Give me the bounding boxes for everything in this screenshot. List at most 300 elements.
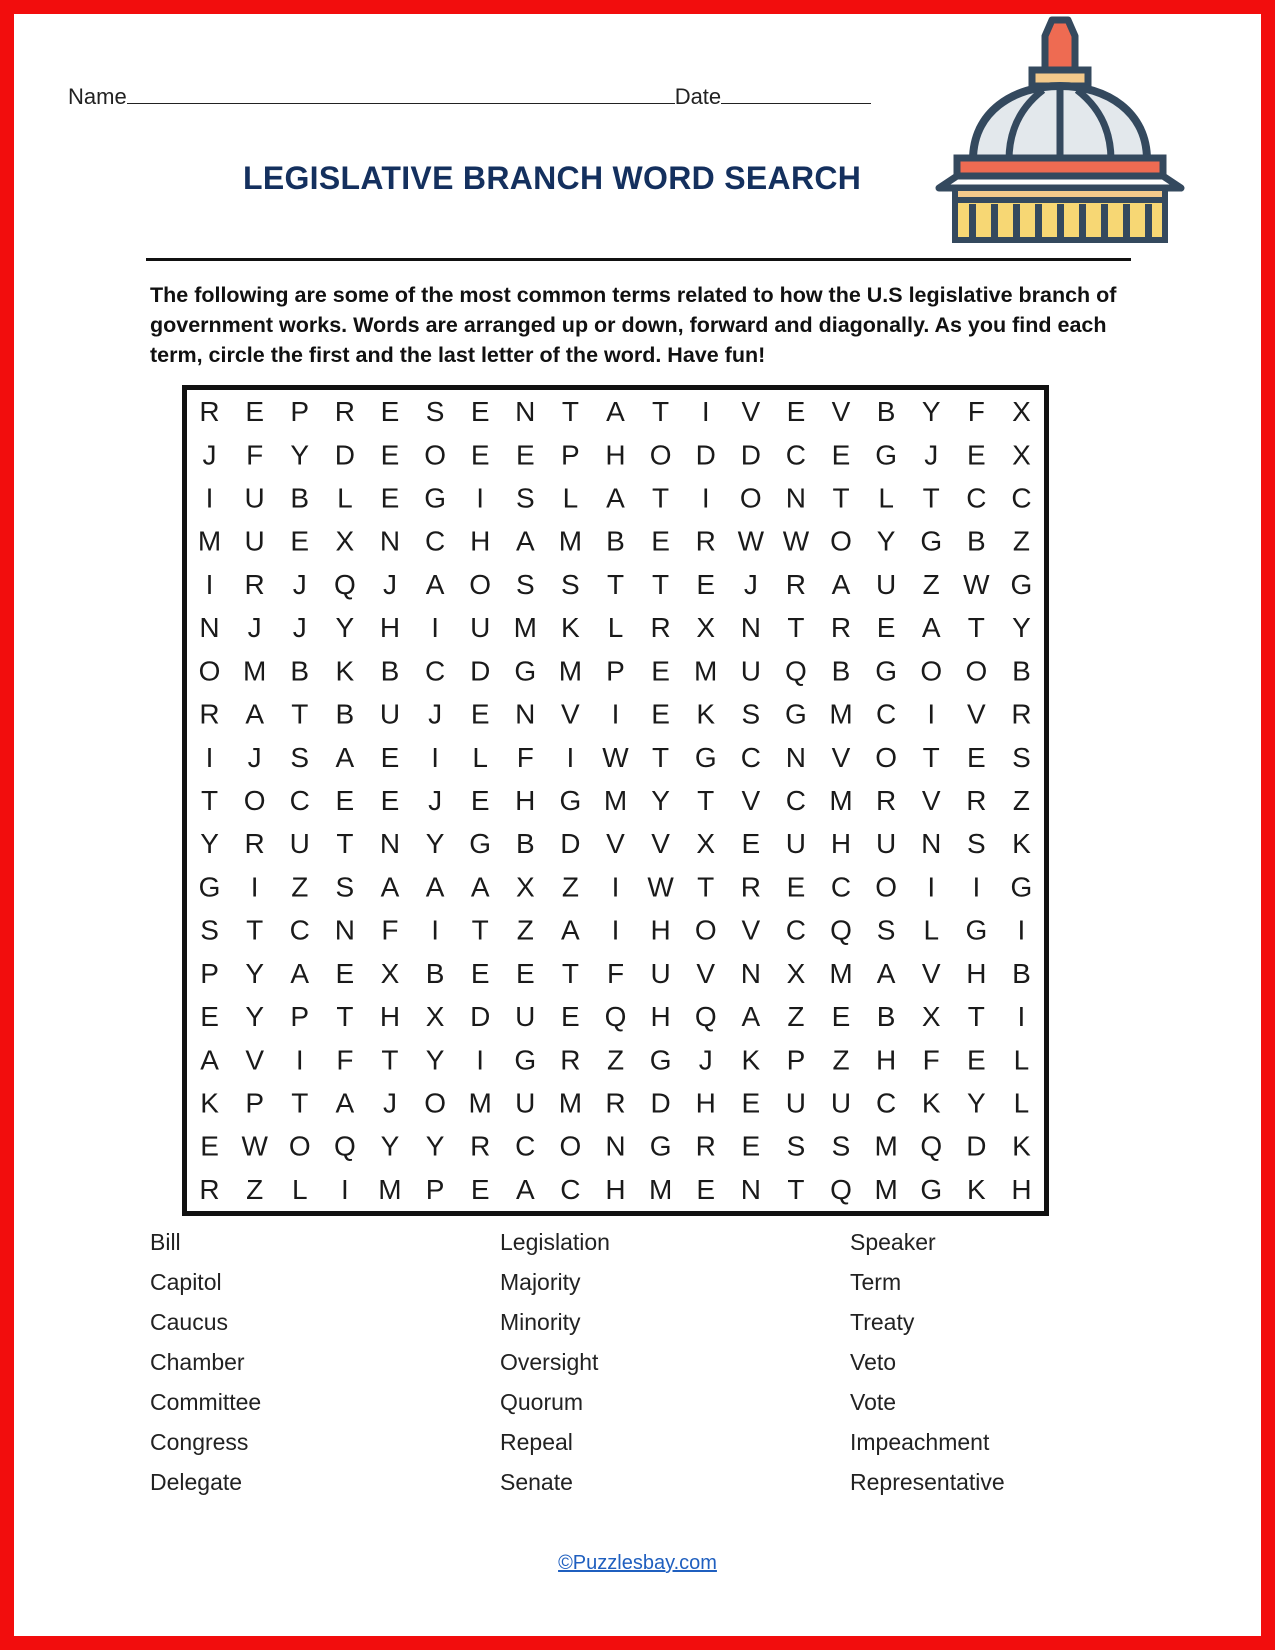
grid-letter[interactable]: F xyxy=(336,1044,354,1076)
grid-letter[interactable]: N xyxy=(740,612,761,644)
grid-letter[interactable]: R xyxy=(470,1130,491,1162)
grid-letter[interactable]: E xyxy=(741,1130,761,1162)
grid-letter[interactable]: T xyxy=(561,957,579,989)
grid-letter[interactable]: H xyxy=(470,525,491,557)
grid-letter[interactable]: I xyxy=(250,871,259,903)
grid-letter[interactable]: S xyxy=(741,698,761,730)
grid-letter[interactable]: N xyxy=(515,396,536,428)
grid-letter[interactable]: I xyxy=(205,741,214,773)
grid-letter[interactable]: O xyxy=(875,741,898,773)
grid-letter[interactable]: Z xyxy=(1012,785,1031,816)
grid-letter[interactable]: Y xyxy=(335,612,355,644)
grid-letter[interactable]: C xyxy=(424,655,446,687)
grid-letter[interactable]: Q xyxy=(920,1130,943,1162)
grid-letter[interactable]: G xyxy=(514,655,537,687)
grid-letter[interactable]: E xyxy=(470,698,490,730)
grid-letter[interactable]: E xyxy=(561,1001,580,1033)
grid-letter[interactable]: Y xyxy=(245,1001,265,1033)
grid-letter[interactable]: C xyxy=(785,439,807,471)
grid-letter[interactable]: J xyxy=(292,568,307,600)
grid-letter[interactable]: T xyxy=(291,698,309,730)
grid-letter[interactable]: Q xyxy=(333,1130,356,1162)
grid-letter[interactable]: E xyxy=(651,698,670,730)
grid-letter[interactable]: P xyxy=(425,1173,445,1205)
grid-letter[interactable]: J xyxy=(247,612,262,644)
grid-letter[interactable]: I xyxy=(205,568,214,600)
grid-letter[interactable]: U xyxy=(740,655,761,687)
grid-letter[interactable]: B xyxy=(876,1001,896,1033)
grid-letter[interactable]: H xyxy=(876,1044,897,1076)
grid-letter[interactable]: H xyxy=(830,828,852,860)
grid-letter[interactable]: E xyxy=(651,655,670,687)
grid-letter[interactable]: A xyxy=(831,568,851,600)
grid-letter[interactable]: S xyxy=(425,396,445,428)
grid-letter[interactable]: B xyxy=(380,655,400,687)
grid-letter[interactable]: M xyxy=(874,1130,898,1162)
grid-letter[interactable]: Y xyxy=(380,1130,400,1162)
grid-letter[interactable]: E xyxy=(200,1001,219,1033)
grid-letter[interactable]: U xyxy=(379,698,401,730)
grid-letter[interactable]: X xyxy=(696,612,716,644)
grid-letter[interactable]: A xyxy=(561,914,580,946)
grid-letter[interactable]: K xyxy=(966,1173,986,1205)
grid-letter[interactable]: A xyxy=(606,396,625,428)
grid-letter[interactable]: N xyxy=(605,1130,626,1162)
grid-letter[interactable]: E xyxy=(696,568,716,600)
grid-letter[interactable]: Q xyxy=(785,655,807,687)
name-field[interactable] xyxy=(127,85,675,104)
grid-letter[interactable]: U xyxy=(876,828,897,860)
grid-letter[interactable]: S xyxy=(1012,741,1031,773)
grid-letter[interactable]: X xyxy=(786,957,806,989)
grid-letter[interactable]: R xyxy=(740,871,761,903)
grid-letter[interactable]: X xyxy=(515,871,535,903)
grid-letter[interactable]: C xyxy=(966,482,987,514)
grid-letter[interactable]: M xyxy=(603,785,628,816)
grid-letter[interactable]: L xyxy=(562,482,579,514)
grid-letter[interactable]: B xyxy=(290,655,310,687)
grid-letter[interactable]: A xyxy=(515,1173,535,1205)
grid-letter[interactable]: K xyxy=(561,612,580,644)
grid-letter[interactable]: G xyxy=(785,698,807,730)
grid-letter[interactable]: E xyxy=(470,439,490,471)
grid-letter[interactable]: O xyxy=(469,568,492,600)
grid-letter[interactable]: F xyxy=(967,396,985,428)
grid-letter[interactable]: E xyxy=(831,1001,851,1033)
grid-letter[interactable]: T xyxy=(697,785,715,816)
grid-letter[interactable]: J xyxy=(924,439,939,471)
grid-letter[interactable]: V xyxy=(831,741,851,773)
grid-letter[interactable]: S xyxy=(831,1130,851,1162)
grid-letter[interactable]: E xyxy=(741,828,761,860)
grid-letter[interactable]: G xyxy=(649,1130,672,1162)
grid-letter[interactable]: E xyxy=(200,1130,219,1162)
grid-letter[interactable]: G xyxy=(875,439,898,471)
grid-letter[interactable]: Z xyxy=(246,1173,264,1205)
grid-letter[interactable]: U xyxy=(470,612,491,644)
grid-letter[interactable]: I xyxy=(340,1173,349,1205)
grid-letter[interactable]: N xyxy=(740,1173,761,1205)
grid-letter[interactable]: A xyxy=(606,482,625,514)
grid-letter[interactable]: O xyxy=(198,655,221,687)
grid-letter[interactable]: E xyxy=(470,396,490,428)
grid-letter[interactable]: G xyxy=(965,914,988,946)
grid-letter[interactable]: G xyxy=(198,871,221,903)
grid-letter[interactable]: C xyxy=(560,1173,581,1205)
grid-letter[interactable]: R xyxy=(876,785,897,816)
grid-letter[interactable]: M xyxy=(874,1173,898,1205)
grid-letter[interactable]: C xyxy=(740,741,761,773)
grid-letter[interactable]: Q xyxy=(333,568,356,600)
grid-letter[interactable]: E xyxy=(380,785,400,816)
grid-letter[interactable]: R xyxy=(650,612,671,644)
grid-letter[interactable]: H xyxy=(605,1173,626,1205)
grid-letter[interactable]: H xyxy=(1011,1173,1032,1205)
grid-letter[interactable]: C xyxy=(876,1087,897,1119)
grid-letter[interactable]: I xyxy=(1017,1001,1026,1033)
grid-letter[interactable]: Q xyxy=(604,1001,627,1033)
grid-letter[interactable]: E xyxy=(966,439,986,471)
grid-letter[interactable]: X xyxy=(696,828,716,860)
grid-letter[interactable]: O xyxy=(649,439,672,471)
grid-letter[interactable]: V xyxy=(606,828,625,860)
grid-letter[interactable]: W xyxy=(241,1130,268,1162)
grid-letter[interactable]: C xyxy=(876,698,897,730)
grid-letter[interactable]: R xyxy=(244,828,265,860)
grid-letter[interactable]: I xyxy=(972,871,981,903)
grid-letter[interactable]: V xyxy=(696,957,716,989)
grid-letter[interactable]: U xyxy=(515,1087,536,1119)
grid-letter[interactable]: M xyxy=(513,612,537,644)
grid-letter[interactable]: Q xyxy=(830,1173,852,1205)
grid-letter[interactable]: S xyxy=(335,871,355,903)
grid-letter[interactable]: O xyxy=(965,655,988,687)
grid-letter[interactable]: E xyxy=(335,957,355,989)
grid-letter[interactable]: D xyxy=(470,655,491,687)
grid-letter[interactable]: R xyxy=(785,568,807,600)
grid-letter[interactable]: T xyxy=(652,568,670,600)
grid-letter[interactable]: T xyxy=(336,1001,354,1033)
grid-letter[interactable]: L xyxy=(291,1173,308,1205)
grid-letter[interactable]: A xyxy=(425,568,445,600)
grid-letter[interactable]: B xyxy=(1012,655,1031,687)
grid-letter[interactable]: E xyxy=(966,1044,986,1076)
grid-letter[interactable]: M xyxy=(242,655,267,687)
grid-letter[interactable]: K xyxy=(921,1087,941,1119)
grid-letter[interactable]: Y xyxy=(921,396,941,428)
grid-letter[interactable]: E xyxy=(380,396,400,428)
grid-letter[interactable]: V xyxy=(741,396,761,428)
grid-letter[interactable]: K xyxy=(696,698,716,730)
grid-letter[interactable]: A xyxy=(335,741,355,773)
grid-letter[interactable]: J xyxy=(382,1087,397,1119)
grid-letter[interactable]: B xyxy=(876,396,896,428)
grid-letter[interactable]: S xyxy=(290,741,310,773)
grid-letter[interactable]: W xyxy=(737,525,765,557)
grid-letter[interactable]: S xyxy=(966,828,986,860)
grid-letter[interactable]: H xyxy=(650,1001,671,1033)
grid-letter[interactable]: C xyxy=(289,785,310,816)
grid-letter[interactable]: F xyxy=(246,439,264,471)
grid-letter[interactable]: T xyxy=(832,482,850,514)
grid-letter[interactable]: R xyxy=(1011,698,1032,730)
grid-letter[interactable]: A xyxy=(425,871,445,903)
grid-letter[interactable]: I xyxy=(205,482,214,514)
grid-letter[interactable]: D xyxy=(470,1001,491,1033)
grid-letter[interactable]: E xyxy=(335,785,355,816)
grid-letter[interactable]: J xyxy=(743,568,758,600)
grid-letter[interactable]: S xyxy=(515,482,535,514)
grid-letter[interactable]: N xyxy=(379,828,401,860)
grid-letter[interactable]: T xyxy=(291,1087,309,1119)
grid-letter[interactable]: V xyxy=(741,785,761,816)
grid-letter[interactable]: K xyxy=(335,655,355,687)
grid-letter[interactable]: O xyxy=(739,482,762,514)
grid-letter[interactable]: I xyxy=(611,871,620,903)
grid-letter[interactable]: M xyxy=(468,1087,492,1119)
grid-letter[interactable]: H xyxy=(605,439,626,471)
grid-letter[interactable]: H xyxy=(379,612,401,644)
grid-letter[interactable]: R xyxy=(199,396,220,428)
grid-letter[interactable]: U xyxy=(785,1087,807,1119)
grid-letter[interactable]: U xyxy=(650,957,671,989)
grid-letter[interactable]: M xyxy=(197,525,222,557)
grid-letter[interactable]: M xyxy=(829,785,853,816)
grid-letter[interactable]: V xyxy=(921,785,941,816)
grid-letter[interactable]: E xyxy=(515,957,535,989)
grid-letter[interactable]: T xyxy=(471,914,489,946)
grid-letter[interactable]: E xyxy=(831,439,851,471)
grid-letter[interactable]: X xyxy=(921,1001,941,1033)
grid-letter[interactable]: J xyxy=(202,439,217,471)
grid-letter[interactable]: S xyxy=(515,568,535,600)
grid-letter[interactable]: P xyxy=(290,396,310,428)
grid-letter[interactable]: O xyxy=(830,525,852,557)
grid-letter[interactable]: B xyxy=(290,482,310,514)
grid-letter[interactable]: R xyxy=(966,785,987,816)
grid-letter[interactable]: L xyxy=(1013,1044,1030,1076)
grid-letter[interactable]: Z xyxy=(516,914,534,946)
grid-letter[interactable]: T xyxy=(652,482,670,514)
grid-letter[interactable]: B xyxy=(966,525,986,557)
grid-letter[interactable]: J xyxy=(247,741,262,773)
grid-letter[interactable]: I xyxy=(431,914,439,946)
copyright-link[interactable]: ©Puzzlesbay.com xyxy=(558,1552,717,1574)
grid-letter[interactable]: O xyxy=(559,1130,582,1162)
grid-letter[interactable]: W xyxy=(963,568,990,600)
grid-letter[interactable]: L xyxy=(923,914,940,946)
grid-letter[interactable]: R xyxy=(199,698,220,730)
grid-letter[interactable]: Y xyxy=(966,1087,986,1119)
grid-letter[interactable]: G xyxy=(559,785,582,816)
grid-letter[interactable]: U xyxy=(830,1087,852,1119)
grid-letter[interactable]: S xyxy=(876,914,896,946)
grid-letter[interactable]: A xyxy=(470,871,490,903)
grid-letter[interactable]: J xyxy=(698,1044,713,1076)
grid-letter[interactable]: J xyxy=(292,612,307,644)
grid-letter[interactable]: V xyxy=(831,396,851,428)
grid-letter[interactable]: Q xyxy=(830,914,852,946)
grid-letter[interactable]: R xyxy=(560,1044,581,1076)
grid-letter[interactable]: K xyxy=(1012,1130,1031,1162)
grid-letter[interactable]: N xyxy=(515,698,536,730)
grid-letter[interactable]: C xyxy=(515,1130,536,1162)
grid-letter[interactable]: T xyxy=(697,871,715,903)
grid-letter[interactable]: V xyxy=(966,698,986,730)
grid-letter[interactable]: G xyxy=(694,741,717,773)
grid-letter[interactable]: A xyxy=(335,1087,355,1119)
grid-letter[interactable]: K xyxy=(1012,828,1031,860)
date-field[interactable] xyxy=(721,85,871,104)
grid-letter[interactable]: G xyxy=(1010,568,1033,600)
grid-letter[interactable]: V xyxy=(651,828,670,860)
grid-letter[interactable]: L xyxy=(337,482,353,514)
grid-letter[interactable]: X xyxy=(425,1001,445,1033)
grid-letter[interactable]: N xyxy=(334,914,355,946)
grid-letter[interactable]: X xyxy=(380,957,400,989)
grid-letter[interactable]: J xyxy=(382,568,397,600)
grid-letter[interactable]: I xyxy=(431,612,439,644)
grid-letter[interactable]: W xyxy=(647,871,674,903)
grid-letter[interactable]: R xyxy=(199,1173,220,1205)
grid-letter[interactable]: V xyxy=(561,698,580,730)
grid-letter[interactable]: B xyxy=(335,698,355,730)
grid-letter[interactable]: Y xyxy=(1012,612,1031,644)
grid-letter[interactable]: U xyxy=(244,525,265,557)
grid-letter[interactable]: M xyxy=(558,525,583,557)
grid-letter[interactable]: T xyxy=(652,741,670,773)
grid-letter[interactable]: A xyxy=(876,957,896,989)
grid-letter[interactable]: T xyxy=(381,1044,399,1076)
grid-letter[interactable]: Z xyxy=(922,568,940,600)
grid-letter[interactable]: Z xyxy=(606,1044,625,1076)
grid-letter[interactable]: S xyxy=(561,568,580,600)
grid-letter[interactable]: X xyxy=(1012,439,1031,471)
grid-letter[interactable]: I xyxy=(701,396,710,428)
grid-letter[interactable]: D xyxy=(966,1130,987,1162)
grid-letter[interactable]: G xyxy=(920,1173,943,1205)
grid-letter[interactable]: Y xyxy=(425,828,445,860)
grid-letter[interactable]: E xyxy=(470,785,490,816)
grid-letter[interactable]: G xyxy=(920,525,943,557)
grid-letter[interactable]: E xyxy=(380,741,400,773)
grid-letter[interactable]: E xyxy=(470,1173,490,1205)
grid-letter[interactable]: V xyxy=(921,957,941,989)
grid-letter[interactable]: M xyxy=(558,655,583,687)
grid-letter[interactable]: A xyxy=(741,1001,761,1033)
grid-letter[interactable]: C xyxy=(1011,482,1032,514)
grid-letter[interactable]: A xyxy=(921,612,941,644)
grid-letter[interactable]: X xyxy=(1012,396,1031,428)
grid-letter[interactable]: T xyxy=(967,1001,985,1033)
grid-letter[interactable]: I xyxy=(295,1044,304,1076)
grid-letter[interactable]: H xyxy=(695,1087,716,1119)
grid-letter[interactable]: Z xyxy=(832,1044,850,1076)
grid-letter[interactable]: G xyxy=(649,1044,672,1076)
grid-letter[interactable]: U xyxy=(515,1001,536,1033)
grid-letter[interactable]: R xyxy=(334,396,355,428)
grid-letter[interactable]: N xyxy=(921,828,942,860)
grid-letter[interactable]: C xyxy=(424,525,446,557)
grid-letter[interactable]: D xyxy=(334,439,355,471)
grid-letter[interactable]: B xyxy=(1012,957,1031,989)
grid-letter[interactable]: H xyxy=(515,785,536,816)
grid-letter[interactable]: G xyxy=(1010,871,1033,903)
grid-letter[interactable]: O xyxy=(694,914,717,946)
grid-letter[interactable]: T xyxy=(336,828,354,860)
grid-letter[interactable]: U xyxy=(289,828,310,860)
grid-letter[interactable]: T xyxy=(922,482,940,514)
grid-letter[interactable]: F xyxy=(922,1044,940,1076)
grid-letter[interactable]: A xyxy=(515,525,535,557)
grid-letter[interactable]: E xyxy=(786,396,806,428)
grid-letter[interactable]: O xyxy=(920,655,943,687)
grid-letter[interactable]: Y xyxy=(425,1130,445,1162)
grid-letter[interactable]: L xyxy=(878,482,894,514)
grid-letter[interactable]: M xyxy=(648,1173,673,1205)
grid-letter[interactable]: T xyxy=(200,785,219,816)
grid-letter[interactable]: C xyxy=(830,871,852,903)
grid-letter[interactable]: L xyxy=(607,612,624,644)
grid-letter[interactable]: X xyxy=(335,525,355,557)
grid-letter[interactable]: I xyxy=(476,1044,485,1076)
grid-letter[interactable]: I xyxy=(1017,914,1026,946)
grid-letter[interactable]: M xyxy=(694,655,718,687)
grid-letter[interactable]: E xyxy=(380,439,400,471)
grid-letter[interactable]: B xyxy=(606,525,625,557)
grid-letter[interactable]: Z xyxy=(1012,525,1031,557)
grid-letter[interactable]: T xyxy=(561,396,579,428)
grid-letter[interactable]: Q xyxy=(694,1001,717,1033)
grid-letter[interactable]: E xyxy=(696,1173,716,1205)
grid-letter[interactable]: I xyxy=(476,482,485,514)
grid-letter[interactable]: M xyxy=(378,1173,402,1205)
grid-letter[interactable]: J xyxy=(428,698,443,730)
grid-letter[interactable]: M xyxy=(829,698,853,730)
grid-letter[interactable]: H xyxy=(379,1001,401,1033)
grid-letter[interactable]: S xyxy=(786,1130,806,1162)
grid-letter[interactable]: Z xyxy=(291,871,309,903)
grid-letter[interactable]: I xyxy=(701,482,710,514)
grid-letter[interactable]: I xyxy=(611,698,620,730)
grid-letter[interactable]: P xyxy=(245,1087,265,1119)
grid-letter[interactable]: G xyxy=(424,482,446,514)
grid-letter[interactable]: U xyxy=(785,828,807,860)
grid-letter[interactable]: L xyxy=(472,741,488,773)
grid-letter[interactable]: T xyxy=(787,1173,805,1205)
grid-letter[interactable]: D xyxy=(560,828,581,860)
grid-letter[interactable]: I xyxy=(431,741,439,773)
grid-letter[interactable]: R xyxy=(605,1087,626,1119)
grid-letter[interactable]: E xyxy=(966,741,986,773)
grid-letter[interactable]: R xyxy=(830,612,852,644)
grid-letter[interactable]: A xyxy=(200,1044,219,1076)
grid-letter[interactable]: C xyxy=(785,914,807,946)
grid-letter[interactable]: P xyxy=(561,439,580,471)
grid-letter[interactable]: G xyxy=(875,655,898,687)
grid-letter[interactable]: S xyxy=(200,914,219,946)
grid-letter[interactable]: P xyxy=(290,1001,310,1033)
grid-letter[interactable]: Y xyxy=(651,785,670,816)
grid-letter[interactable]: E xyxy=(786,871,806,903)
grid-letter[interactable]: W xyxy=(602,741,629,773)
grid-letter[interactable]: E xyxy=(651,525,670,557)
grid-letter[interactable]: E xyxy=(290,525,310,557)
grid-letter[interactable]: I xyxy=(611,914,620,946)
grid-letter[interactable]: R xyxy=(244,568,265,600)
grid-letter[interactable]: O xyxy=(424,1087,446,1119)
grid-letter[interactable]: F xyxy=(381,914,399,946)
